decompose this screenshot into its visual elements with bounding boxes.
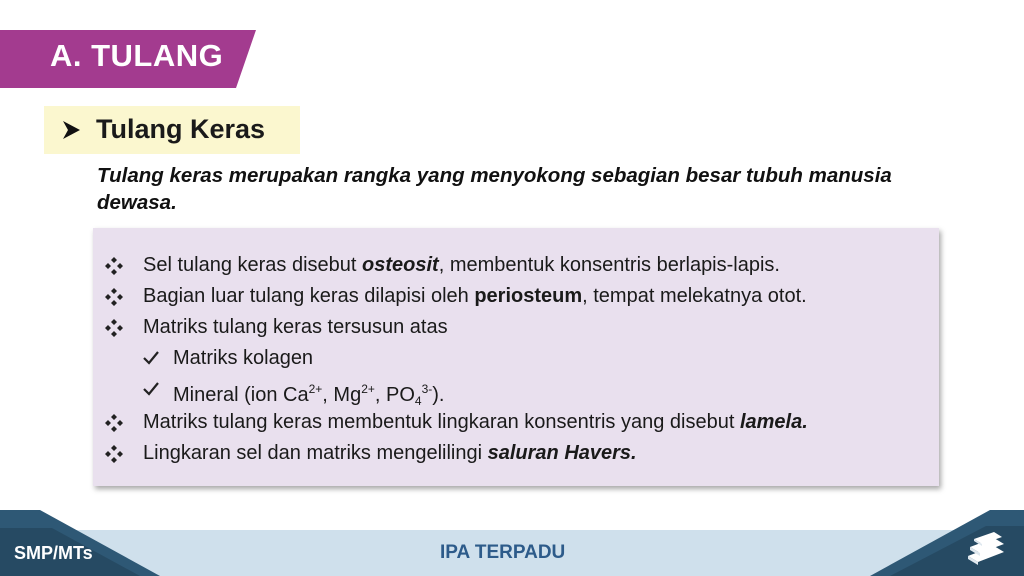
four-diamond-icon	[105, 414, 123, 432]
list-item: Mineral (ion $Ca^{2+}$, $Mg^{2+}$, $PO_4^{3-}$).	[93, 374, 444, 405]
subheading-box	[44, 106, 300, 154]
list-item: Matriks tulang keras tersusun atas	[93, 312, 448, 343]
four-diamond-icon	[105, 445, 123, 463]
subheading-text: Tulang Keras	[96, 114, 266, 144]
list-item: Bagian luar tulang keras dilapisi oleh periosteum, tempat melekatnya otot.	[93, 281, 807, 312]
footer-subject-label: IPA TERPADU	[440, 542, 566, 563]
intro-text: Tulang keras merupakan rangka yang menyokong sebagian besar tubuh manusia dewasa.	[97, 164, 892, 214]
checkmark-icon	[143, 350, 159, 366]
page-title: A. TULANG	[50, 38, 224, 73]
four-diamond-icon	[105, 288, 123, 306]
books-stack-icon	[964, 530, 1008, 566]
footer-level-label: SMP/MTs	[14, 543, 93, 563]
list-item: Matriks tulang keras membentuk lingkaran konsentris yang disebut lamela.	[93, 407, 808, 438]
arrowhead-right-icon	[60, 119, 82, 141]
list-item: Lingkaran sel dan matriks mengelilingi saluran Havers.	[93, 438, 637, 469]
list-item: Matriks kolagen	[93, 343, 313, 374]
content-panel	[93, 228, 939, 486]
list-item: Sel tulang keras disebut osteosit, membentuk konsentris berlapis-lapis.	[93, 250, 780, 281]
four-diamond-icon	[105, 319, 123, 337]
checkmark-icon	[143, 381, 159, 397]
four-diamond-icon	[105, 257, 123, 275]
